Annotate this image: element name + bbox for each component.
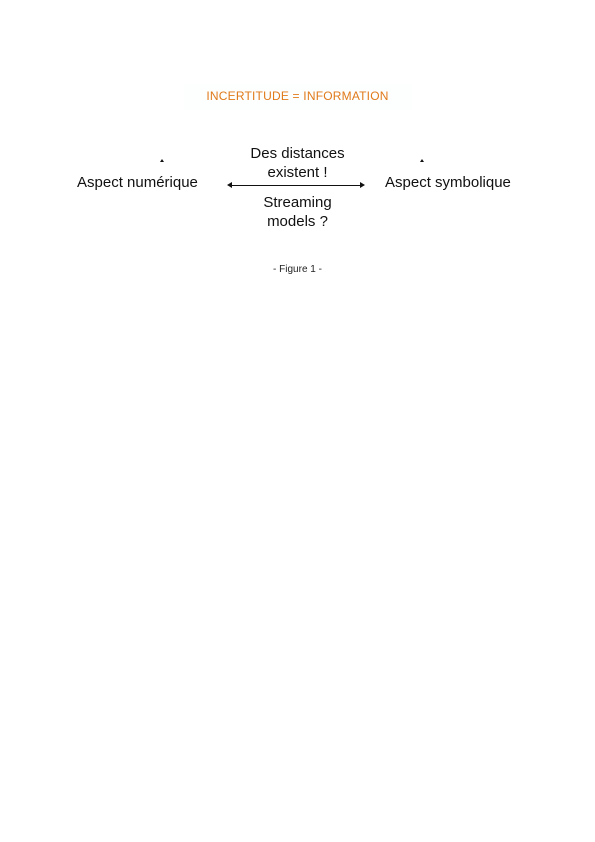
header-title: INCERTITUDE = INFORMATION xyxy=(206,89,389,103)
link-bottom-line-2: models ? xyxy=(267,213,328,230)
arrow-head-right-icon xyxy=(360,182,365,188)
figure-caption: - Figure 1 - xyxy=(273,264,322,275)
left-node-label: Aspect numérique xyxy=(77,174,198,191)
link-bottom-line-1: Streaming xyxy=(263,194,332,211)
link-bottom-text xyxy=(0,193,595,231)
link-top-text xyxy=(0,144,595,182)
bidirectional-arrow-line xyxy=(230,185,361,186)
link-top-line-2: existent ! xyxy=(267,164,328,181)
link-top-line-1: Des distances xyxy=(250,145,345,162)
right-node-label: Aspect symbolique xyxy=(385,174,511,191)
